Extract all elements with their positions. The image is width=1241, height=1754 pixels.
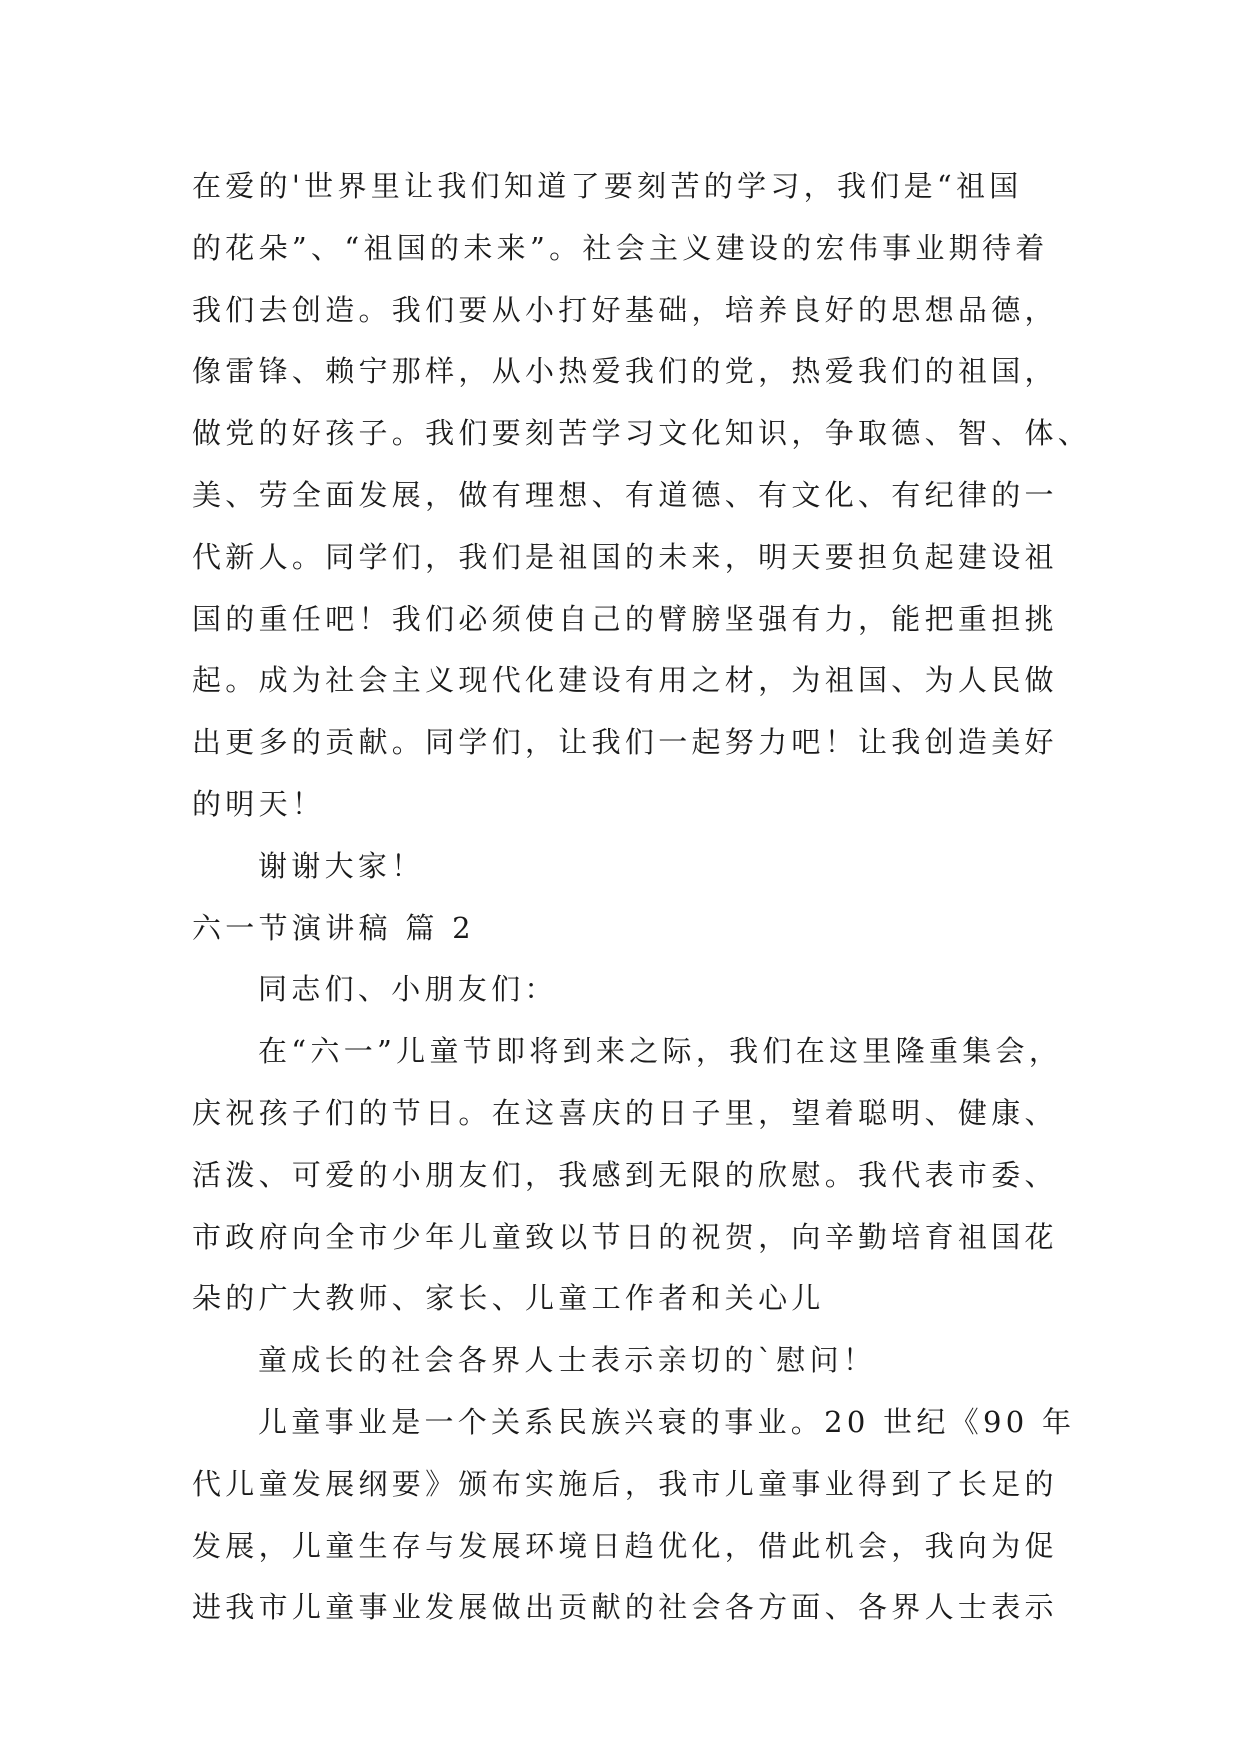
body-line: 发展，儿童生存与发展环境日趋优化，借此机会，我向为促: [192, 1528, 1058, 1563]
salutation-line: 同志们、小朋友们：: [258, 972, 558, 1007]
body-line: 庆祝孩子们的节日。在这喜庆的日子里，望着聪明、健康、: [192, 1095, 1058, 1130]
body-line: 美、劳全面发展，做有理想、有道德、有文化、有纪律的一: [192, 477, 1058, 512]
closing-line: 谢谢大家！: [258, 848, 425, 883]
body-line: 朵的广大教师、家长、儿童工作者和关心儿: [192, 1281, 825, 1316]
body-line: 代儿童发展纲要》颁布实施后，我市儿童事业得到了长足的: [192, 1466, 1058, 1501]
body-line: 进我市儿童事业发展做出贡献的社会各方面、各界人士表示: [192, 1590, 1058, 1625]
section-heading: 六一节演讲稿 篇 2: [192, 910, 475, 945]
body-line: 像雷锋、赖宁那样，从小热爱我们的党，热爱我们的祖国，: [192, 354, 1058, 389]
body-line: 我们去创造。我们要从小打好基础，培养良好的思想品德，: [192, 292, 1058, 327]
body-line: 市政府向全市少年儿童致以节日的祝贺，向辛勤培育祖国花: [192, 1219, 1058, 1254]
body-line: 国的重任吧！我们必须使自己的臂膀坚强有力，能把重担挑: [192, 601, 1058, 636]
document-page: [192, 156, 1092, 1639]
body-line: 在“六一”儿童节即将到来之际，我们在这里隆重集会，: [258, 1034, 1063, 1069]
body-line: 在爱的'世界里让我们知道了要刻苦的学习，我们是“祖国: [192, 169, 1023, 203]
body-line: 起。成为社会主义现代化建设有用之材，为祖国、为人民做: [192, 663, 1058, 698]
body-line: 代新人。同学们，我们是祖国的未来，明天要担负起建设祖: [192, 539, 1058, 574]
body-line: 出更多的贡献。同学们，让我们一起努力吧！让我创造美好: [192, 725, 1058, 760]
body-line: 的花朵”、“祖国的未来”。社会主义建设的宏伟事业期待着: [192, 230, 1049, 265]
body-line: 活泼、可爱的小朋友们，我感到无限的欣慰。我代表市委、: [192, 1157, 1058, 1192]
body-line: 童成长的社会各界人士表示亲切的`慰问！: [258, 1343, 877, 1378]
body-line: 的明天！: [192, 786, 326, 821]
body-line: 儿童事业是一个关系民族兴衰的事业。20 世纪《90 年: [258, 1404, 1076, 1439]
body-line: 做党的好孩子。我们要刻苦学习文化知识，争取德、智、体、: [192, 416, 1092, 451]
